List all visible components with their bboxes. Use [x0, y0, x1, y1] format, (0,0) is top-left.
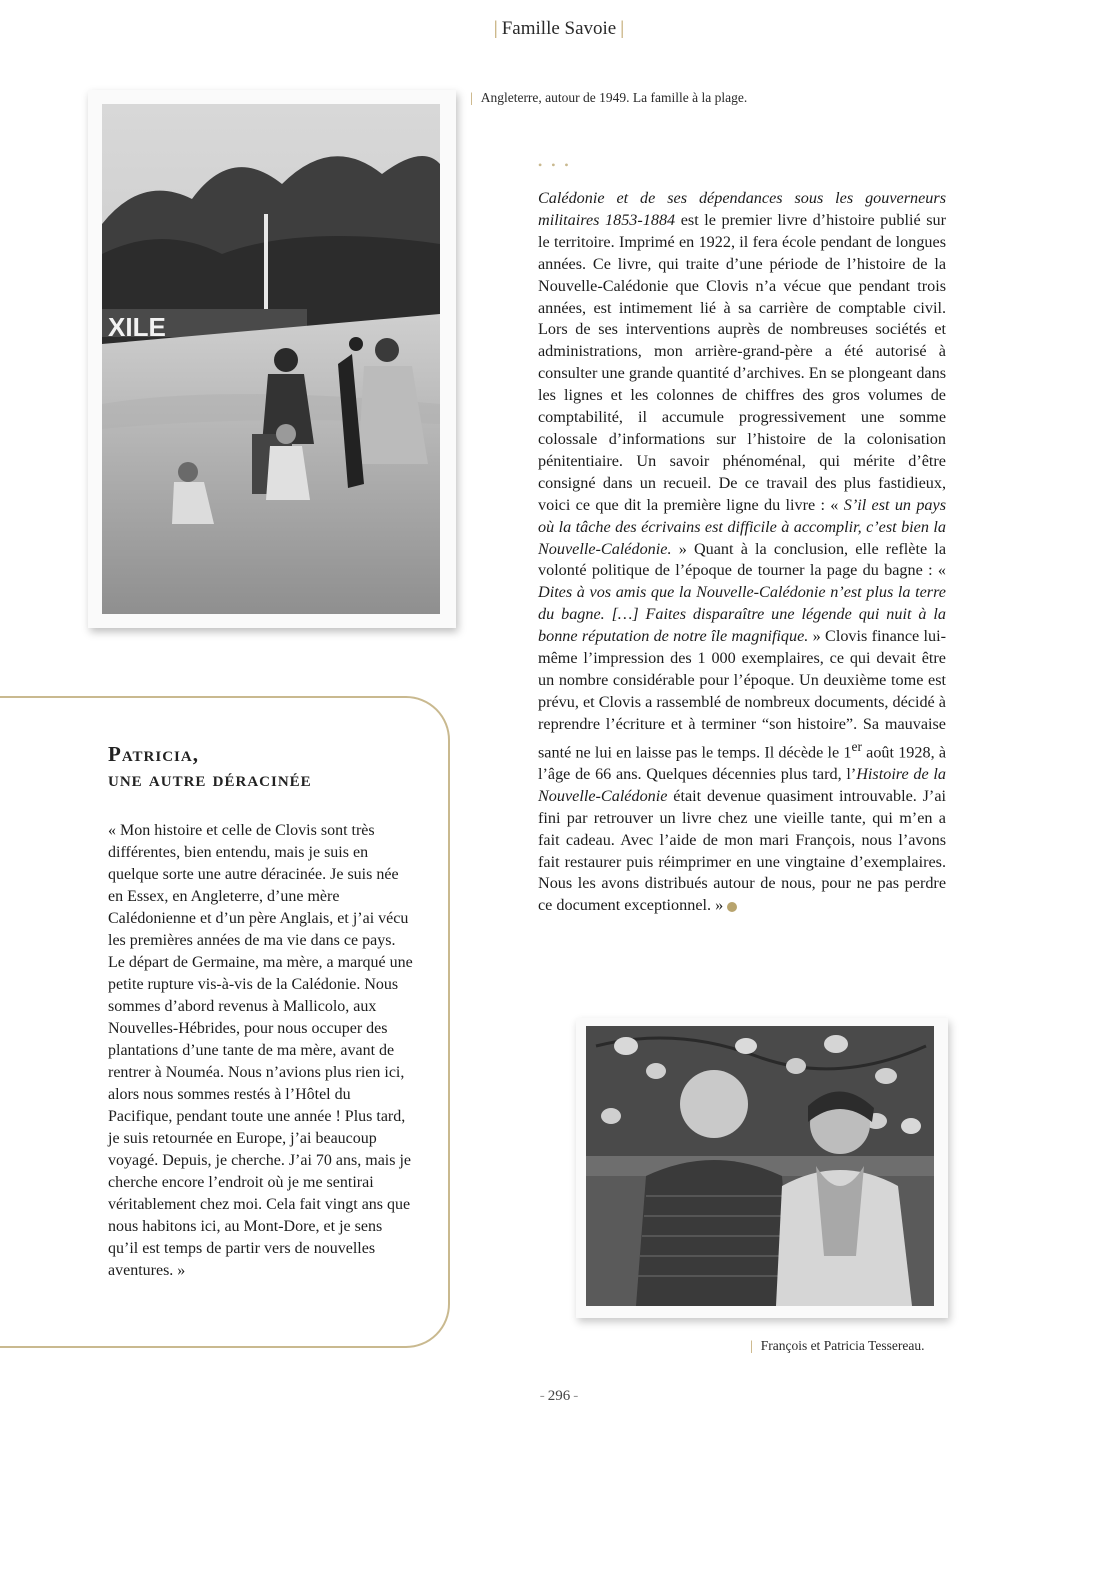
- end-bullet-icon: [727, 902, 737, 912]
- sidebar-title: [108, 742, 312, 792]
- page-number-dash-right: -: [573, 1388, 579, 1404]
- page-number-dash-left: -: [539, 1388, 545, 1404]
- beach-family-photo: [88, 90, 456, 628]
- caption-bar: |: [470, 90, 473, 105]
- article-segment: août 1928, à l’âge de 66 ans. Quelques décennies plus tard, l’: [538, 743, 946, 783]
- main-article-text: [538, 188, 946, 917]
- sidebar-body-text: « Mon histoire et celle de Clovis sont très différentes, bien entendu, mais je suis en quelque sorte une autre déracinée. Je suis née en Essex, en Angleterre, d’une mère Calédonienne et d’un père Anglais, et j’ai vécu les premières années de ma vie dans ce pays. Le départ de Germaine, ma mère, a marqué une petite rupture vis-à-vis de la Calédonie. Nous sommes d’abord revenus à Mallicolo, aux Nouvelles-Hébrides, pour nous occuper des plantations d’une tante de ma mère, avant de rentrer à Nouméa. Nous n’avions plus rien ici, alors nous sommes restés à l’Hôtel du Pacifique, pendant toute une année ! Plus tard, je suis retournée en Europe, j’ai beaucoup voyagé. Depuis, je cherche. J’ai 70 ans, mais je cherche encore l’endroit où je me sentirai véritablement chez moi. Cela fait vingt ans que nous habitons ici, au Mont-Dore, et je sens qu’il est temps de partir vers de nouvelles aventures. »: [108, 822, 413, 1279]
- article-segment: était devenue quasiment introuvable. J’ai fini par retrouver un livre chez une vieille tante, qui m’en a fait cadeau. Avec l’aide de mon mari François, nous l’avons fait restaurer puis réimprimer en une vingtaine d’exemplaires. Nous les avons distribués autour de nous, pour ne pas perdre ce document exceptionnel. »: [538, 786, 946, 915]
- bottom-photo-caption-text: François et Patricia Tessereau.: [760, 1338, 925, 1353]
- book-title-reference: Histoire de la Nouvelle-Calédonie: [538, 764, 946, 805]
- page-number: [0, 1388, 1118, 1405]
- article-segment: est le premier livre d’histoire publié sur le territoire. Imprimé en 1922, il fera école pendant de longues années. Ce livre, qui traite d’une période de l’histoire de la Nouvelle-Calédonie que Clovis n’a vécue que pendant trois années, est intimement lié à sa carrière de comptable civil. Lors de ses interventions auprès de nombreuses sociétés et administrations, mon arrière-grand-père a été autorisé à consulter une grande quantité d’archives. En se plongeant dans les lignes et les colonnes de chiffres des gros volumes de comptabilité, il accumule progressivement une somme colossale d’informations sur l’histoire de la colonisation pénitentiaire. Un savoir phénoménal, qui mérite d’être consigné dans un recueil. De ce travail des plus fastidieux, voici ce que dit la première ligne du livre : «: [538, 210, 946, 514]
- running-header: [0, 18, 1118, 40]
- beach-sign-text: XILE: [108, 312, 166, 342]
- header-bar-left: |: [493, 18, 498, 39]
- ordinal-superscript: er: [851, 738, 862, 754]
- header-title: Famille Savoie: [501, 18, 617, 39]
- top-photo-caption-text: Angleterre, autour de 1949. La famille à la plage.: [480, 90, 748, 105]
- conclusion-quote: Dites à vos amis que la Nouvelle-Calédonie n’est plus la terre du bagne. […] Faites disparaître une légende qui nuit à la bonne réputation de notre île magnifique.: [538, 583, 946, 646]
- sidebar-title-line-2: une autre déracinée: [108, 767, 312, 791]
- couple-photo: [576, 1018, 948, 1318]
- book-title-part: Calédonie et de ses dépendances sous les gouverneurs militaires 1853-1884: [538, 189, 946, 229]
- top-photo-caption: [470, 90, 747, 106]
- couple-photo-image: [586, 1026, 934, 1306]
- page-number-value: 296: [547, 1388, 571, 1404]
- first-line-quote: S’il est un pays où la tâche des écrivains est difficile à accomplir, c’est bien la Nouvelle-Calédonie.: [538, 495, 946, 558]
- header-bar-right: |: [620, 18, 625, 39]
- beach-family-photo-image: [102, 104, 440, 614]
- article-segment: » Quant à la conclusion, elle reflète la volonté politique de l’époque de tourner la page du bagne : «: [538, 539, 946, 580]
- sidebar-title-line-1: Patricia,: [108, 742, 199, 766]
- bottom-photo-caption: [750, 1338, 924, 1354]
- caption-bar: |: [750, 1338, 753, 1353]
- continuation-dots: • • •: [538, 158, 572, 172]
- article-segment: » Clovis finance lui-même l’impression des 1 000 exemplaires, ce qui devait être un nombre considérable pour l’époque. Un deuxième tome est prévu, et Clovis a rassemblé de nombreux documents, décidé à reprendre l’écriture et à terminer “son histoire”. Sa mauvaise santé ne lui en laisse pas le temps. Il décède le 1: [538, 627, 946, 762]
